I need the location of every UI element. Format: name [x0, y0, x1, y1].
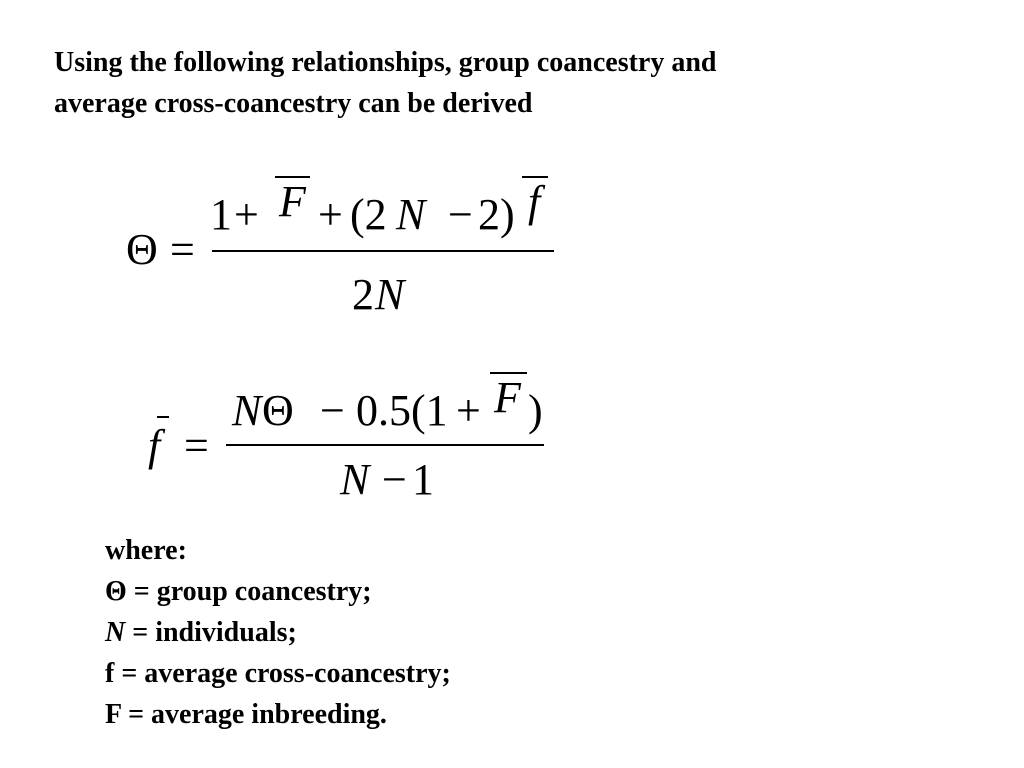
- eq1-lhs-theta: Θ: [126, 225, 158, 274]
- eq2-lhs-bar: [157, 416, 169, 418]
- eq1-den-two: 2: [352, 270, 374, 319]
- def-n-symbol: N: [105, 617, 126, 648]
- intro-line-1: Using the following relationships, group coancestry and: [54, 47, 717, 78]
- eq1-num-two-close: 2): [478, 190, 515, 239]
- eq1-num-minus: −: [448, 190, 473, 239]
- def-theta: [105, 571, 451, 612]
- eq1-num-plus-2: +: [318, 190, 343, 239]
- eq1-num-plus-1: +: [234, 190, 259, 239]
- eq1-num-f-bar: f: [522, 176, 548, 224]
- eq1-fraction-line: [212, 250, 554, 252]
- eq2-equals: =: [184, 421, 209, 470]
- eq2-num-theta: Θ: [262, 386, 294, 435]
- eq2-num-F-bar: F: [490, 372, 527, 420]
- eq1-den-N: N: [375, 270, 405, 319]
- def-theta-text: = group coancestry;: [126, 576, 372, 607]
- eq2-num-part: 0.5(1: [356, 386, 448, 435]
- eq2-num-plus: +: [456, 386, 481, 435]
- eq1-num-one: 1: [210, 190, 232, 239]
- def-theta-symbol: Θ: [105, 576, 127, 607]
- def-f: f = average cross-coancestry;: [105, 658, 451, 689]
- definitions: [105, 530, 451, 735]
- eq1-num-F-bar: F: [275, 176, 310, 224]
- where-label: where:: [105, 535, 187, 566]
- eq2-den-N: N: [340, 455, 370, 504]
- eq2-den-minus: −: [382, 455, 407, 504]
- eq2-fraction-line: [226, 444, 544, 446]
- def-n: [105, 612, 451, 653]
- eq2-num-close: ): [528, 386, 543, 435]
- eq2-num-minus: −: [320, 386, 345, 435]
- def-n-text: = individuals;: [125, 617, 297, 648]
- eq2-lhs-f-bar: f: [148, 421, 161, 470]
- intro-text: [54, 42, 954, 124]
- eq1-num-paren-open: (2: [350, 190, 387, 239]
- intro-line-2: average cross-coancestry can be derived: [54, 88, 533, 119]
- eq2-num-N: N: [232, 386, 262, 435]
- eq1-num-N: N: [396, 190, 426, 239]
- eq1-equals: =: [170, 225, 195, 274]
- def-F: F = average inbreeding.: [105, 699, 387, 730]
- eq2-den-one: 1: [412, 455, 434, 504]
